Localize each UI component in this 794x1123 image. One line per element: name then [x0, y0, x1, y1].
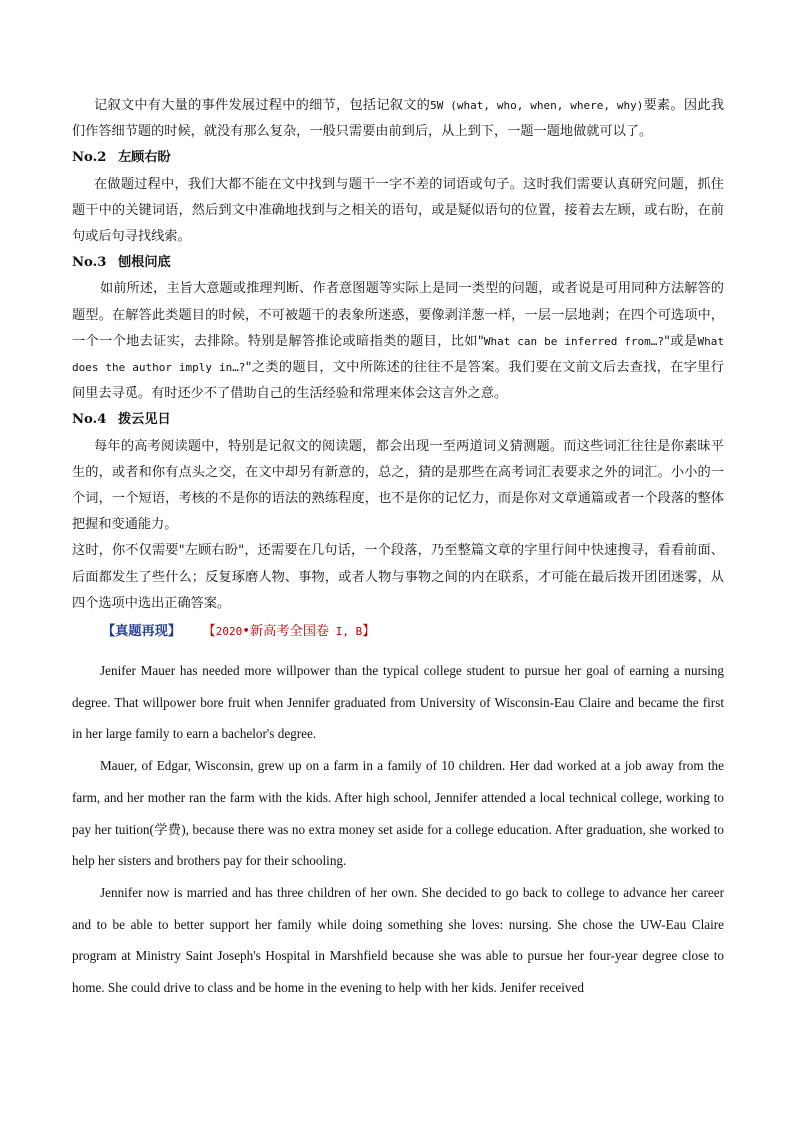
exam-tag-line [72, 619, 724, 645]
intro-paragraph [72, 93, 724, 145]
no3-code-b: What does the author imply in…? [72, 334, 724, 375]
exam-source-code: I, B [329, 625, 363, 639]
english-paragraph-1: Jenifer Mauer has needed more willpower than the typical college student to pursue her goal of earning a nursing degree. That willpower bore fruit when Jennifer graduated from University of Wisconsin-Eau Claire and became the first in her large family to earn a bachelor's degree. [72, 663, 724, 742]
section-title: 左顾右盼 [118, 150, 171, 166]
exam-source-close: 】 [362, 624, 376, 640]
section-heading-no4 [72, 407, 724, 433]
exam-source-open: 【 [209, 624, 216, 640]
section-number: No.4 [72, 412, 107, 428]
section-number: No.3 [72, 255, 107, 271]
english-paragraph-2: Mauer, of Edgar, Wisconsin, grew up on a farm in a family of 10 children. Her dad worked at a job away from the farm, and her mother ran the farm with the kids. After high school, Jennifer attended a local technical college, working to pay her tuition(学费), because there was no extra money set aside for a college education. After graduation, she worked to help her sisters and brothers pay for their schooling. [72, 758, 724, 869]
section-paragraph-no4-a: 每年的高考阅读题中，特别是记叙文的阅读题，都会出现一至两道词义猜测题。而这些词汇往往是你素昧平生的，或者和你有点头之交，在文中却另有新意的，总之，猜的是那些在高考词汇表要求之外的词汇。小小的一个词，一个短语，考核的不是你的语法的熟练程度，也不是你的记忆力，而是你对文章通篇或者一个段落的整体把握和变通能力。 [72, 438, 724, 533]
intro-text-a: 记叙文中有大量的事件发展过程中的细节，包括记叙文的 [94, 98, 431, 113]
section-paragraph-no2: 在做题过程中，我们大都不能在文中找到与题干一字不差的词语或句子。这时我们需要认真研究问题，抓住题干中的关键词语，然后到文中准确地找到与之相关的语句，或是疑似语句的位置，接着去左顾，或右盼，在前句或后句寻找线索。 [72, 176, 724, 245]
no3-code-a: What can be inferred from…? [483, 334, 665, 348]
english-paragraph-3: Jennifer now is married and has three children of her own. She decided to go back to college to advance her career and to be able to better support her family while doing something she loves: nursing. She chose the UW-Eau Claire program at Ministry Saint Joseph's Hospital in Marshfield because she was able to pursue her four-year degree close to home. She could drive to class and be home in the evening to help with her kids. Jenifer received [72, 884, 724, 996]
section-title: 拨云见日 [118, 412, 171, 428]
no3-text-a: 如前所述，主旨大意题或推理判断、作者意图题等实际上是同一类型的问题，或者说是可用同种方法解答的题型。在解答此类题目的时候，不可被题干的表象所迷惑，要像剥洋葱一样，一层一层地剥；在四个可选项中，一个一个地去证实，去排除。特别是解答推论或暗指类的题目，比如" [72, 281, 724, 349]
intro-text-b: 要素。因此我们作答细节题的时候，就没有那么复杂，一般只需要由前到后，从上到下，一题一题地做就可以了。 [72, 98, 725, 140]
exam-source [209, 624, 375, 639]
exam-source-year: 2020 [215, 625, 243, 639]
exam-source-mid: •新高考全国卷 [242, 624, 330, 640]
section-number: No.2 [72, 150, 107, 166]
intro-code: 5W (what, who, when, where, why) [430, 99, 644, 112]
exam-tag-label: 【真题再现】 [102, 624, 182, 640]
no3-text-b: "或是 [664, 333, 698, 349]
no3-text-c: "之类的题目，文中所陈述的往往不是答案。我们要在文前文后去查找，在字里行间里去寻觅。有时还少不了借助自己的生活经验和常理来体会这言外之意。 [72, 360, 724, 402]
section-heading-no3 [72, 250, 724, 276]
section-paragraph-no3 [72, 276, 724, 407]
section-paragraph-no4-b: 这时，你不仅需要"左顾右盼"，还需要在几句话，一个段落，乃至整篇文章的字里行间中快速搜寻，看看前面、后面都发生了些什么；反复琢磨人物、事物，或者人物与事物之间的内在联系，才可能在最后拨开团团迷雾，从四个选项中选出正确答案。 [72, 543, 724, 611]
section-heading-no2 [72, 145, 724, 171]
section-title: 刨根问底 [118, 255, 171, 271]
